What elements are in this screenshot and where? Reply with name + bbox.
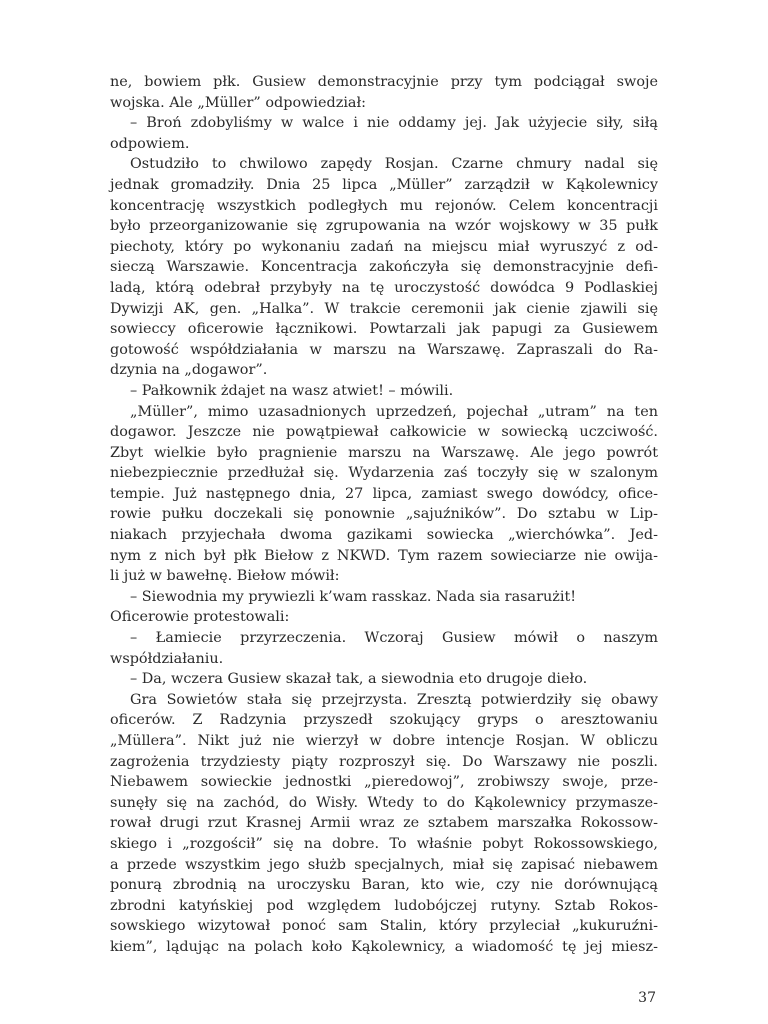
- text-line: tempie. Już następnego dnia, 27 lipca, zamiast swego dowódcy, ofice-: [110, 485, 658, 502]
- text-line: gotowość współdziałania w marszu na Warszawę. Zapraszali do Ra-: [110, 341, 658, 358]
- text-line: ne, bowiem płk. Gusiew demonstracyjnie przy tym podciągał swoje: [110, 74, 658, 90]
- text-line: – Siewodnia my prywiezli k’wam rasskaz. Nada sia rasarużit!: [130, 588, 577, 605]
- text-line: Niebawem sowieckie jednostki „pieredowoj”, zrobiwszy swoje, prze-: [110, 774, 658, 791]
- text-line: ladą, którą odebrał przybyły na tę uroczystość dowódca 9 Podlaskiej: [110, 279, 658, 296]
- text-line: Gra Sowietów stała się przejrzysta. Zresztą potwierdziły się obawy: [130, 691, 658, 708]
- text-line: ponurą zbrodnią na uroczysku Baran, kto wie, czy nie dorównującą: [110, 877, 658, 894]
- text-line: „Müller”, mimo uzasadnionych uprzedzeń, pojechał „utram” na ten: [130, 403, 658, 420]
- text-line: „Müllera”. Nikt już nie wierzył w dobre intencje Rosjan. W obliczu: [110, 733, 658, 749]
- text-line: – Łamiecie przyrzeczenia. Wczoraj Gusiew mówił o naszym: [130, 630, 658, 647]
- text-line: Zbyt wielkie było pragnienie marszu na Warszawę. Ale jego powrót: [110, 444, 658, 461]
- text-line: nym z nich był płk Biełow z NKWD. Tym razem sowieciarze nie owija-: [110, 547, 658, 564]
- page-number: 37: [638, 990, 656, 1006]
- text-line: sowieccy oficerowie łącznikowi. Powtarzali jak papugi za Gusiewem: [110, 321, 658, 338]
- text-line: Dywizji AK, gen. „Halka”. W trakcie ceremonii jak cienie zjawili się: [110, 300, 658, 317]
- text-line: li już w bawełnę. Biełow mówił:: [110, 568, 340, 585]
- text-line: rował drugi rzut Krasnej Armii wraz ze sztabem marszałka Rokossow-: [110, 815, 658, 832]
- text-line: – Pałkownik żdajet na wasz atwiet! – mówili.: [130, 382, 454, 399]
- text-line: a przede wszystkim jego służb specjalnych, miał się zapisać niebawem: [110, 856, 658, 873]
- text-line: dogawor. Jeszcze nie powątpiewał całkowicie w sowiecką uczciwość.: [110, 424, 658, 441]
- text-line: oficerów. Z Radzynia przyszedł szokujący gryps o aresztowaniu: [110, 712, 658, 729]
- text-line: współdziałaniu.: [110, 650, 224, 667]
- text-line: było przeorganizowanie się zgrupowania na wzór wojskowy w 35 pułk: [110, 218, 658, 235]
- text-line: zagrożenia trzydziesty piąty rozproszył się. Do Warszawy nie poszli.: [110, 753, 658, 770]
- text-line: odpowiem.: [110, 135, 190, 152]
- text-line: sowskiego wizytował ponoć sam Stalin, który przyleciał „kukuruźni-: [110, 918, 658, 935]
- text-line: rowie pułku doczekali się ponownie „sajuźników”. Do sztabu w Lip-: [110, 506, 658, 523]
- text-line: kiem”, lądując na polach koło Kąkolewnicy, a wiadomość tę jej miesz-: [110, 938, 658, 955]
- text-line: zbrodni katyńskiej pod względem ludobójczej rutyny. Sztab Rokos-: [110, 897, 658, 914]
- text-line: wojska. Ale „Müller” odpowiedział:: [110, 94, 367, 111]
- text-line: jednak gromadziły. Dnia 25 lipca „Müller” zarządził w Kąkolewnicy: [110, 176, 658, 193]
- text-line: niebezpiecznie przedłużał się. Wydarzenia zaś toczyły się w szalonym: [110, 465, 658, 482]
- text-line: Ostudziło to chwilowo zapędy Rosjan. Czarne chmury nadal się: [130, 156, 658, 173]
- text-line: piechoty, który po wykonaniu zadań na miejscu miał wyruszyć z od-: [110, 238, 658, 255]
- text-line: sieczą Warszawie. Koncentracja zakończyła się demonstracyjnie defi-: [110, 259, 658, 276]
- text-line: Oficerowie protestowali:: [110, 609, 290, 626]
- body-text: [110, 72, 658, 958]
- text-line: niakach przyjechała dwoma gazikami sowiecka „wierchówka”. Jed-: [110, 527, 658, 544]
- text-line: – Broń zdobyliśmy w walce i nie oddamy jej. Jak użyjecie siły, siłą: [130, 115, 658, 132]
- text-line: sunęły się na zachód, do Wisły. Wtedy to do Kąkolewnicy przymasze-: [110, 794, 658, 811]
- text-line: – Da, wczera Gusiew skazał tak, a siewodnia eto drugoje dieło.: [130, 671, 588, 688]
- text-line: koncentrację wszystkich podległych mu rejonów. Celem koncentracji: [110, 197, 658, 214]
- text-line: skiego i „rozgościł” się na dobre. To właśnie pobyt Rokossowskiego,: [110, 835, 658, 852]
- text-line: dzynia na „dogawor”.: [110, 362, 268, 379]
